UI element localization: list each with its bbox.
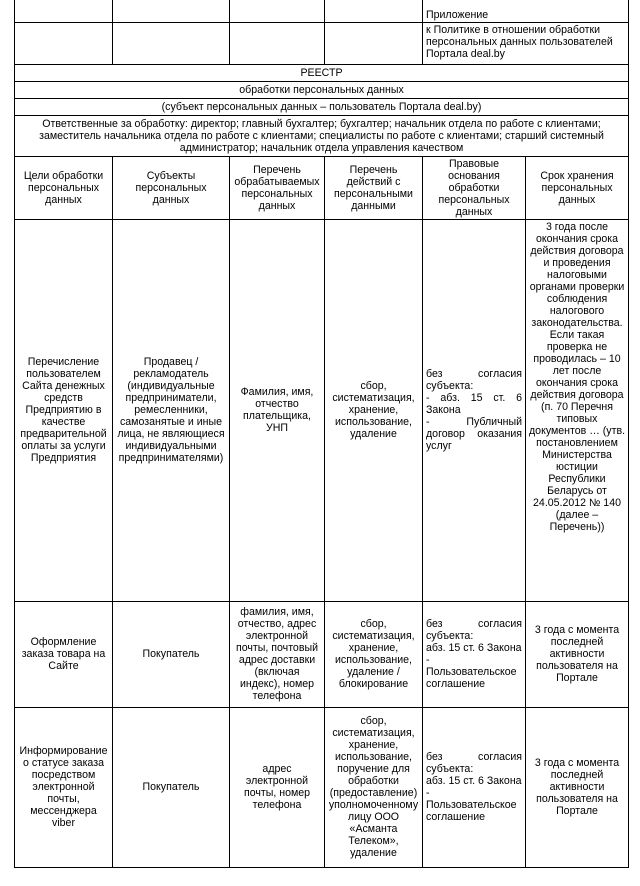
data-cell: Фамилия, имя, отчество плательщика, УНП	[230, 219, 325, 601]
actions-cell: сбор, систематизация, хранение, использование, удаление	[325, 219, 423, 601]
registry-subject-note: (субъект персональных данных – пользователь Портала deal.by)	[15, 98, 629, 115]
actions-cell: сбор, систематизация, хранение, использование, удаление / блокирование	[325, 601, 423, 707]
term-cell: 3 года с момента последней активности пользователя на Портале	[526, 601, 629, 707]
data-cell: адрес электронной почты, номер телефона	[230, 707, 325, 867]
subjects-cell: Покупатель	[113, 707, 230, 867]
term-cell: 3 года с момента последней активности пользователя на Портале	[526, 707, 629, 867]
appendix-title: Приложение	[423, 0, 629, 22]
basis-cell: без согласия субъекта: - абз. 15 ст. 6 Закона - Публичный договор оказания услуг	[423, 219, 526, 601]
purpose-cell: Информирование о статусе заказа посредством электронной почты, мессенджера viber	[15, 707, 113, 867]
table-row	[15, 219, 629, 601]
blank-cell	[15, 22, 113, 64]
appendix-subtitle: к Политике в отношении обработки персональных данных пользователей Портала deal.by	[423, 22, 629, 64]
column-header: Перечень обрабатываемых персональных данных	[230, 156, 325, 219]
registry-document	[14, 0, 628, 868]
basis-cell: без согласия субъекта: абз. 15 ст. 6 Закона - Пользовательское соглашение	[423, 601, 526, 707]
blank-cell	[325, 22, 423, 64]
subjects-cell: Продавец / рекламодатель (индивидуальные предприниматели, ремесленники, самозанятые и иные лица, не являющиеся индивидуальными предпринимателями)	[113, 219, 230, 601]
column-header: Перечень действий с персональными данными	[325, 156, 423, 219]
data-cell: фамилия, имя, отчество, адрес электронной почты, почтовый адрес доставки (включая индекс), номер телефона	[230, 601, 325, 707]
column-header: Цели обработки персональных данных	[15, 156, 113, 219]
blank-cell	[113, 22, 230, 64]
actions-cell: сбор, систематизация, хранение, использование, поручение для обработки (предоставление) уполномоченному лицу ООО «Асманта Телеком», удаление	[325, 707, 423, 867]
basis-cell: без согласия субъекта: абз. 15 ст. 6 Закона - Пользовательское соглашение	[423, 707, 526, 867]
subjects-cell: Покупатель	[113, 601, 230, 707]
term-cell: 3 года после окончания срока действия договора и проведения налоговыми органами проверки соблюдения налогового законодательства. Если такая проверка не проводилась – 10 лет после окончания срока действия договора (п. 70 Перечня типовых документов … (утв. постановлением Министерства юстиции Республики Беларусь от 24.05.2012 № 140 (далее – Перечень))	[526, 219, 629, 601]
blank-cell	[230, 22, 325, 64]
column-header: Субъекты персональных данных	[113, 156, 230, 219]
responsible-persons: Ответственные за обработку: директор; главный бухгалтер; бухгалтер; начальник отдела по работе с клиентами; заместитель начальника отдела по работе с клиентами; специалисты по работе с клиентами; старший системный администратор; начальник отдела управления качеством	[15, 115, 629, 156]
registry-subtitle: обработки персональных данных	[15, 81, 629, 98]
table-header-row	[15, 156, 629, 219]
column-header: Правовые основания обработки персональных данных	[423, 156, 526, 219]
table-row	[15, 707, 629, 867]
blank-cell	[15, 0, 113, 22]
blank-cell	[230, 0, 325, 22]
registry-table	[14, 0, 629, 868]
blank-cell	[325, 0, 423, 22]
table-row	[15, 601, 629, 707]
purpose-cell: Перечисление пользователем Сайта денежных средств Предприятию в качестве предварительной оплаты за услуги Предприятия	[15, 219, 113, 601]
registry-title: РЕЕСТР	[15, 64, 629, 81]
purpose-cell: Оформление заказа товара на Сайте	[15, 601, 113, 707]
blank-cell	[113, 0, 230, 22]
column-header: Срок хранения персональных данных	[526, 156, 629, 219]
